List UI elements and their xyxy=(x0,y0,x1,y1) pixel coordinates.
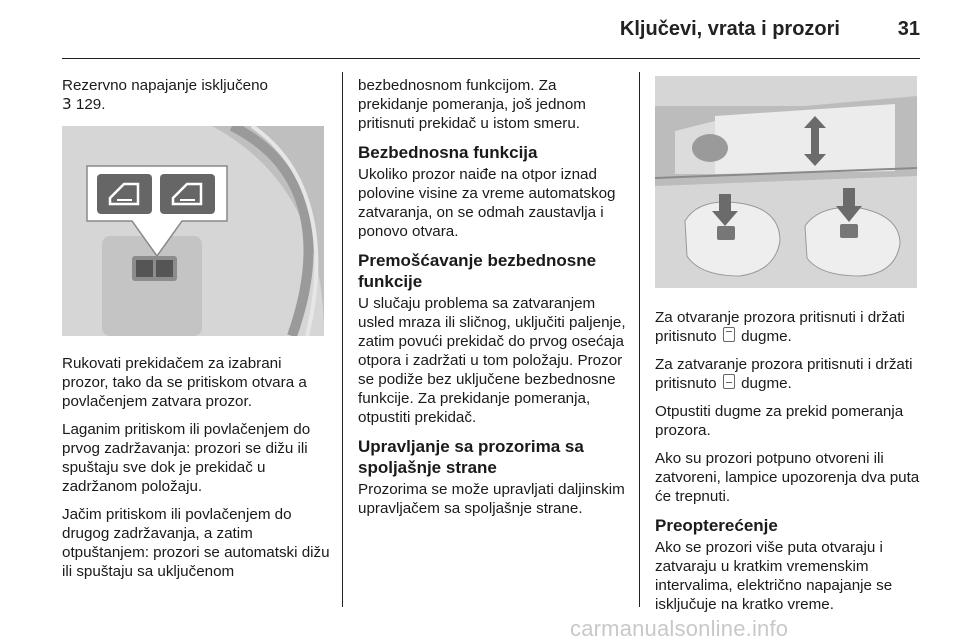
intro-text xyxy=(62,76,330,114)
para-safety-continued: bezbednosnom funkcijom. Za prekidanje pomeranja, još jednom pritisnuti prekidač u istom smeru. xyxy=(358,77,586,132)
column-1 xyxy=(62,76,330,590)
window-close-icon xyxy=(723,374,735,389)
para-light-press: Laganim pritiskom ili povlačenjem do prvog zadržavanja: prozori se dižu ili spuštaju sve dok je prekidač u zadržanom položaju. xyxy=(62,421,311,495)
para-open-window xyxy=(655,308,923,346)
para-safety-function: Ukoliko prozor naiđe na otpor iznad polovine visine za vreme automatskog zatvaranja, on se odmah zaustavlja i ponovo otvara. xyxy=(358,166,616,240)
para-release-button: Otpustiti dugme za prekid pomeranja prozora. xyxy=(655,403,904,439)
para-hazard-blink: Ako su prozori potpuno otvoreni ili zatvoreni, lampice upozorenja dva puta će trepnuti. xyxy=(655,450,920,505)
window-open-icon xyxy=(723,327,735,342)
para-override-safety: U slučaju problema sa zatvaranjem usled mraza ili sličnog, uključiti paljenje, zatim povući prekidač do prvog osećaja otpora i zadržati u tom položaju. Prozor se podiže bez uključene bezbednosne funkcije. Za prekidanje pomeranja, otpustiti prekidač. xyxy=(358,295,626,426)
para-close-window xyxy=(655,355,923,393)
column-divider-2 xyxy=(639,72,640,607)
window-switch-figure xyxy=(62,126,324,336)
intro-line: Rezervno napajanje isključeno xyxy=(62,77,269,94)
column-divider-1 xyxy=(342,72,343,607)
open-text-end: dugme. xyxy=(741,328,792,345)
watermark: carmanualsonline.info xyxy=(570,616,789,641)
page-number: 31 xyxy=(897,18,920,40)
header-rule xyxy=(62,58,920,59)
para-firm-press: Jačim pritiskom ili povlačenjem do drugog zadržavanja, a zatim otpuštanjem: prozori se automatski dižu ili spuštaju sa uključenom xyxy=(62,506,330,580)
heading-safety-function: Bezbednosna funkcija xyxy=(358,143,538,162)
para-switch-use: Rukovati prekidačem za izabrani prozor, tako da se pritiskom otvara a povlačenjem zatvara prozor. xyxy=(62,355,307,410)
remote-key-figure xyxy=(655,76,917,288)
para-remote-operation: Prozorima se može upravljati daljinskim upravljačem sa spoljašnje strane. xyxy=(358,481,625,517)
heading-remote-operation: Upravljanje sa prozorima sa spoljašnje strane xyxy=(358,437,584,477)
reference-arrow-icon: 3 xyxy=(62,95,72,113)
open-text: Za otvaranje prozora pritisnuti i držati pritisnuto xyxy=(655,309,905,345)
header-title: Ključevi, vrata i prozori xyxy=(619,18,840,40)
reference-page: 129. xyxy=(75,96,106,113)
column-2 xyxy=(358,76,628,527)
column-3 xyxy=(655,76,923,623)
close-text: Za zatvaranje prozora pritisnuti i držati pritisnuto xyxy=(655,356,913,392)
heading-overload: Preopterećenje xyxy=(655,516,778,535)
heading-override-safety: Premošćavanje bezbednosne funkcije xyxy=(358,251,597,291)
para-overload: Ako se prozori više puta otvaraju i zatvaraju u kratkim vremenskim intervalima, električno napajanje se isključuje na kratko vreme. xyxy=(655,539,893,613)
close-text-end: dugme. xyxy=(741,375,792,392)
page-reference-link[interactable] xyxy=(62,96,105,113)
